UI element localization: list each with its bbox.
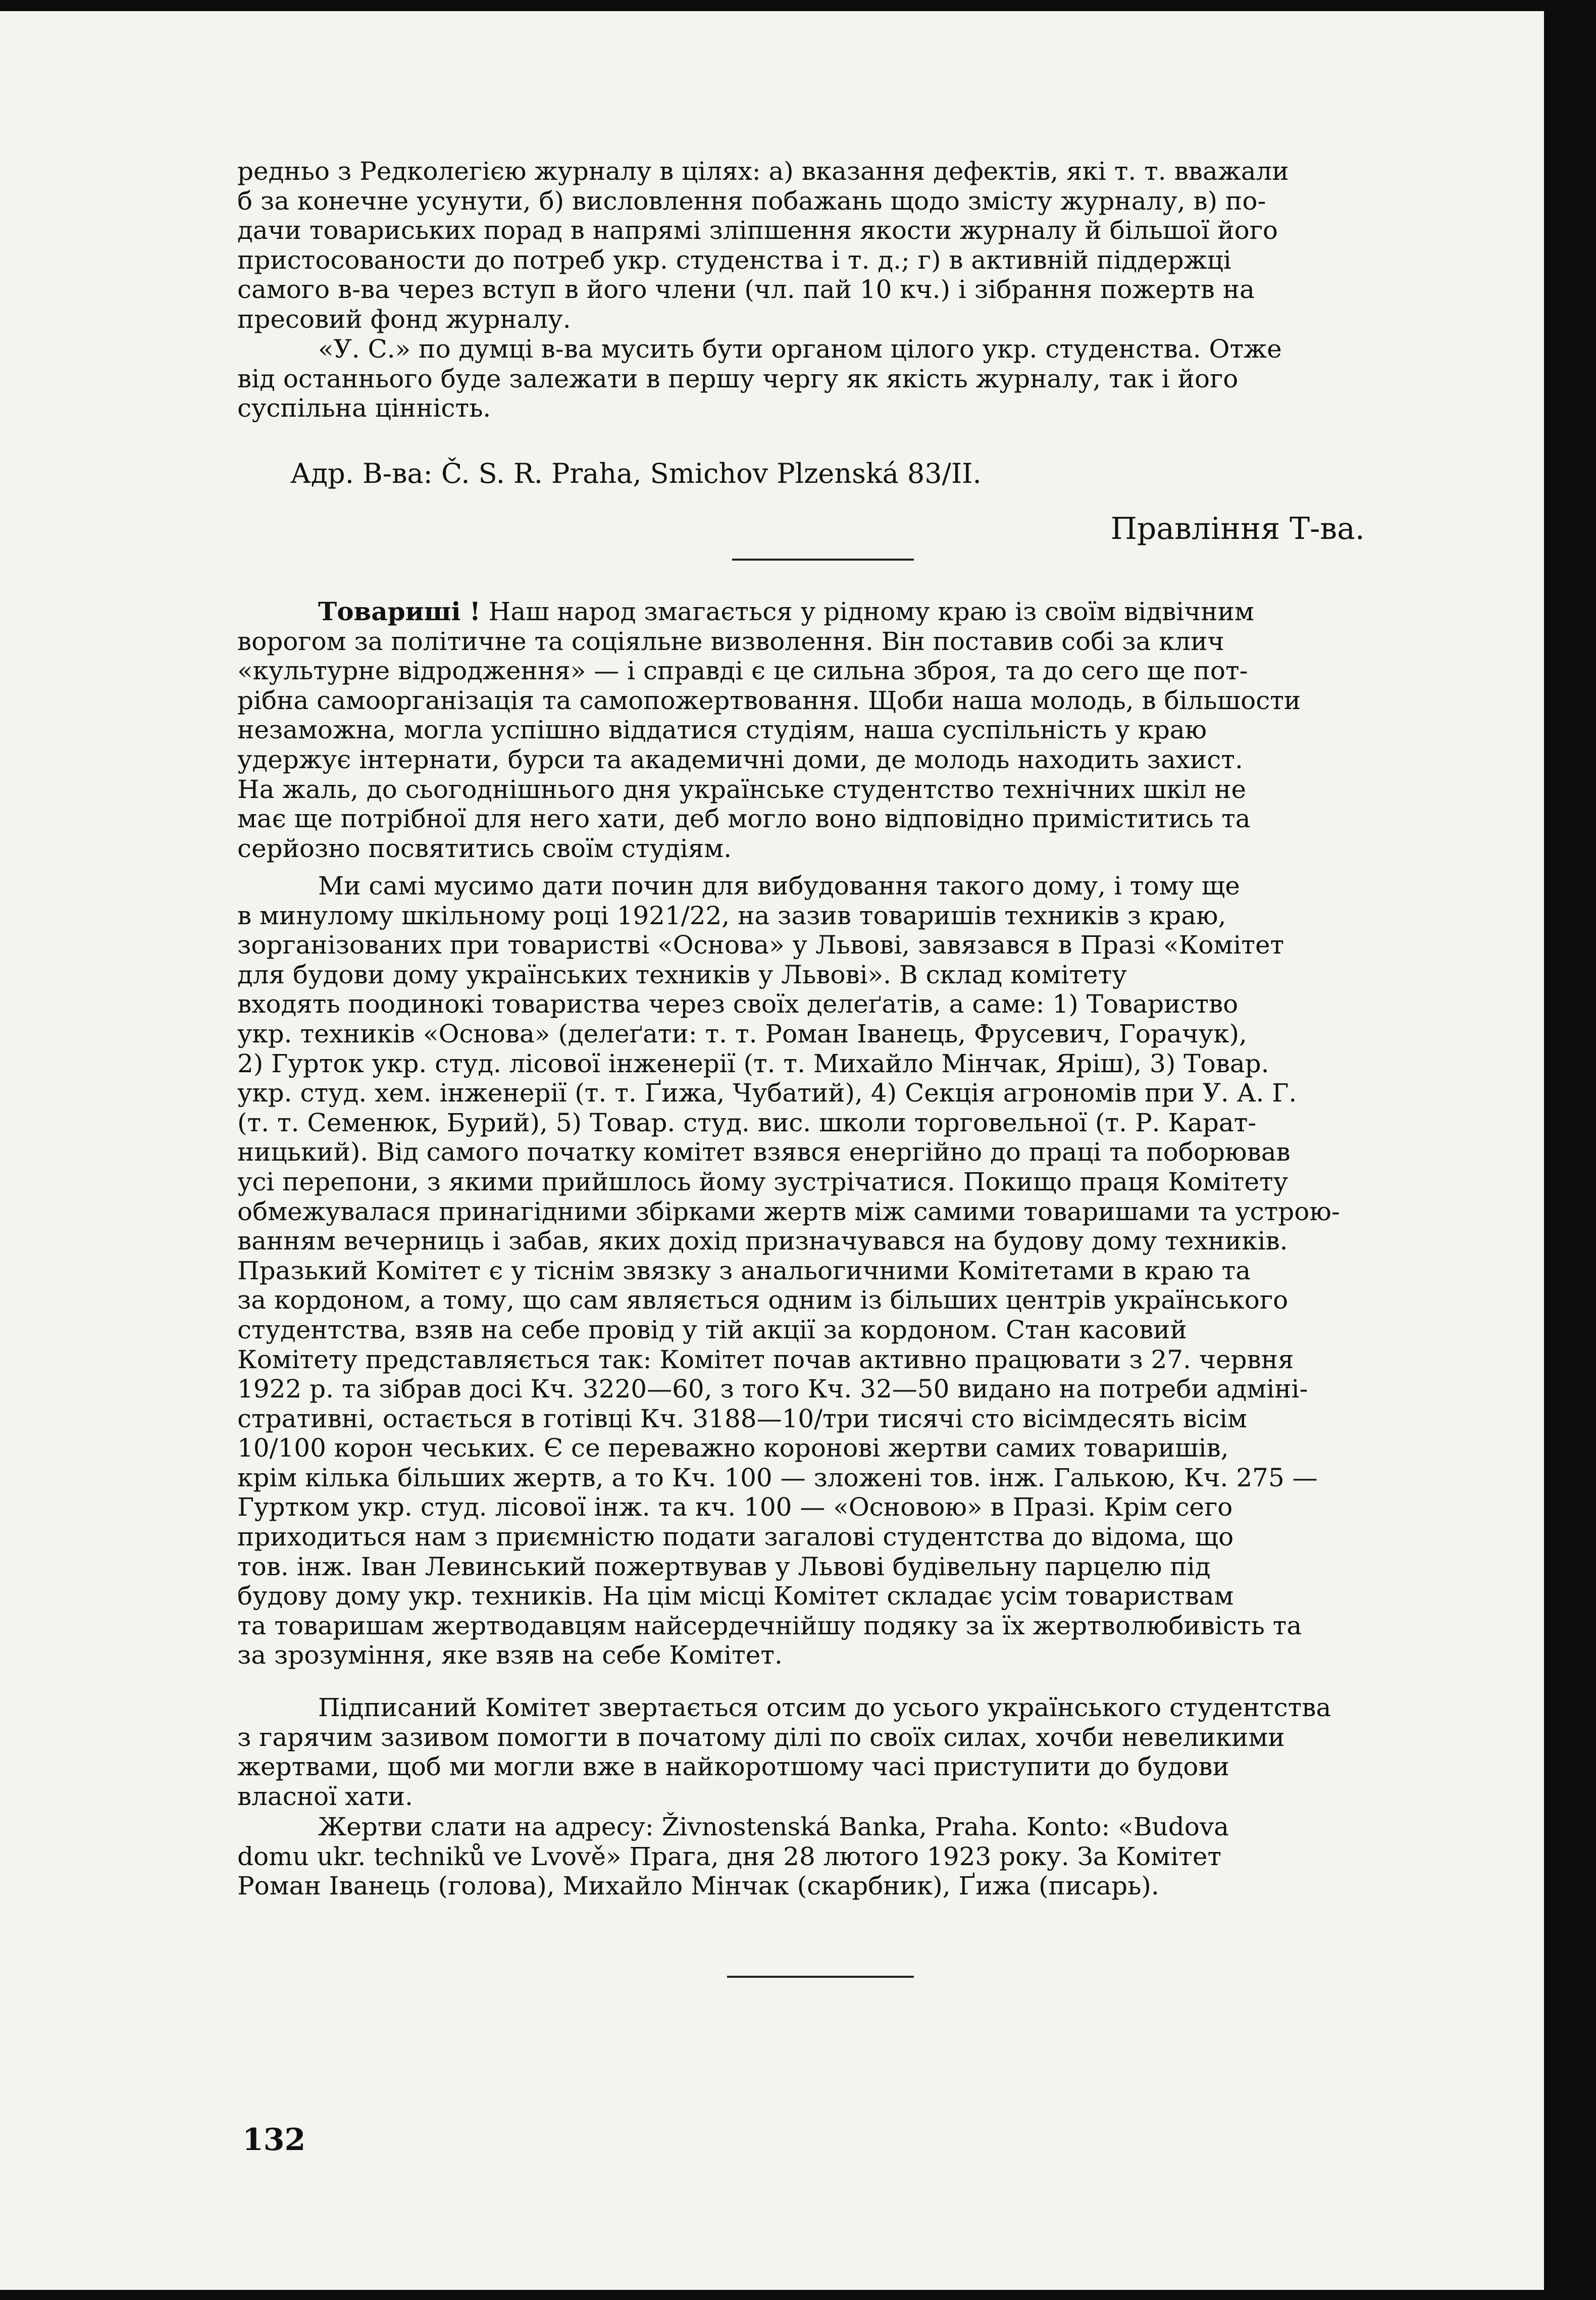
article-lead: Товариші ! — [318, 596, 481, 626]
article-paragraph-2: Ми самі мусимо дати почин для вибудовання такого дому, і тому ще в минулому шкільному році 1921/22, на зазив товаришів техників з краю, зорганізованих при товаристві «Основа» у Львові, завязався в Празі «Комітет для будови дому українських техників у Львові». В склад комітету входять поодинокі товариства через своїх делеґатів, а саме: 1) Товариство укр. техників «Основа» (делеґати: т. т. Роман Іванець, Фрусевич, Горачук), 2) Гурток укр. студ. лісової інженерії (т. т. Михайло Мінчак, Яріш), 3) Товар. укр. студ. хем. інженерії (т. т. Ґижа, Чубатий), 4) Секція агрономів при У. А. Г. (т. т. Семенюк, Бурий), 5) Товар. студ. вис. школи торговельної (т. Р. Карат- ницький). Від самого початку комітет взявся енергійно до праці та поборював усі перепони, з якими прийшлось йому зустрічатися. Покищо праця Комітету обмежувалася принагідними збірками жертв між самими товаришами та устрою- ванням вечерниць і забав, яких дохід призначувався на будову дому техників. Празький Комітет є у тіснім звязку з анальогичними Комітетами в краю та за кордоном, а тому, що сам являється одним із більших центрів українського студентства, взяв на себе провід у тій акції за кордоном. Стан касовий Комітету представляється так: Комітет почав активно працювати з 27. червня 1922 р. та зібрав досі Кч. 3220—60, з того Кч. 32—50 видано на потреби адміні- стративні, остається в готівці Кч. 3188—10/три тисячі сто вісімдесять вісім 10/100 корон чеських. Є се переважно коронові жертви самих товаришів, крім кілька більших жертв, а то Кч. 100 — зложені тов. інж. Галькою, Кч. 275 — Гуртком укр. студ. лісової інж. та кч. 100 — «Основою» в Празі. Крім сего приходиться нам з приємністю подати загалові студентства до відома, що тов. інж. Іван Левинський пожертвував у Львові будівельну парцелю під будову дому укр. техників. На цім місці Комітет складає усім товариствам та товаришам жертводавцям найсердечнійшу подяку за їх жертволюбивість та за зрозуміння, яке взяв на себе Комітет. — [237, 871, 1340, 1670]
article-paragraph-4: Жертви слати на адресу: Živnostenská Banka, Praha. Konto: «Budova domu ukr. techniků ve Lvově» Прага, дня 28 лютого 1923 року. За Комітет Роман Іванець (голова), Михайло Мінчак (скарбник), Ґижа (писарь). — [237, 1812, 1229, 1901]
article-paragraph-3: Підписаний Комітет звертається отсим до усього українського студентства з гарячим зазивом помогти в почaтому ділі по своїх силах, хочби невеликими жертвами, щоб ми могли вже в найкоротшому часі приступити до будови власної хати. — [237, 1693, 1331, 1811]
paragraph-opinion: «У. С.» по думці в-ва мусить бути органом цілого укр. студенства. Отже від останнього буде залежати в першу чергу як якість журналу, так і його суспільна цінність. — [237, 334, 1282, 423]
publisher-address: Адр. В-ва: Č. S. R. Praha, Smichov Plzenská 83/II. — [290, 458, 982, 489]
paragraph-intro: редньо з Редколегією журналу в цілях: а) вказання дефектів, які т. т. вважали б за конечне усунути, б) висловлення побажань щодо змісту журналу, в) по- дачи товариських порад в напрямі зліпшення якости журналу й більшої його пристосованости до потреб укр. студенства і т. д.; г) в активній піддержці самого в-ва через вступ в його члени (чл. пай 10 кч.) і зібрання пожертв на пресовий фонд журналу. — [237, 157, 1289, 334]
article-paragraph-1 — [237, 597, 1399, 863]
signature-board: Правління Т-ва. — [1110, 511, 1365, 546]
page-number: 132 — [242, 2122, 306, 2158]
section-divider-top — [732, 559, 914, 561]
section-divider-bottom — [727, 1976, 914, 1978]
document-page — [0, 11, 1544, 2290]
article-paragraph-1-text: Наш народ змагається у рідному краю із своїм відвічним ворогом за політичне та соціяльне визволення. Він поставив собі за клич «культурне відродження» — і справді є це сильна зброя, та до сего ще пот- рібна самоорганізація та самопожертвовання. Щоби наша молодь, в більшости незаможна, могла успішно віддатися студіям, наша суспільність у краю удержує інтернати, бурси та академичні доми, де молодь находить захист. На жаль, до сьогоднішнього дня українське студентство технічних шкіл не має ще потрібної для него хати, деб могло воно відповідно приміститись та серйозно посвятитись своїм студіям. — [237, 597, 1301, 863]
